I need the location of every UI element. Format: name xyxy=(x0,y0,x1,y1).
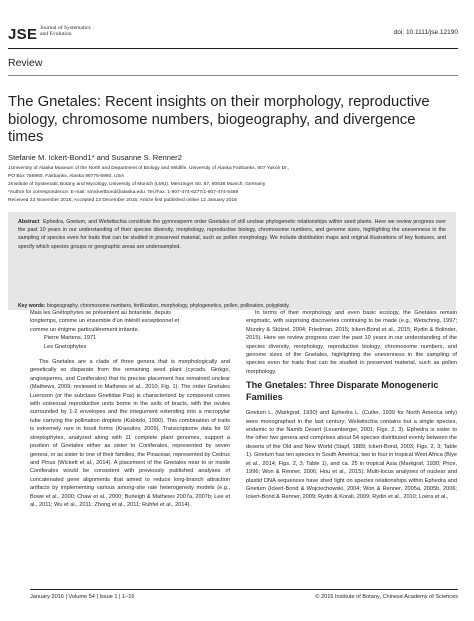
epigraph-author: Pierre Martens, 1971 xyxy=(44,335,97,342)
journal-name-line-1: Journal of Systematics xyxy=(40,25,91,31)
issue-info: January 2016 | Volume 54 | Issue 1 | 1–16 xyxy=(30,594,135,600)
abstract xyxy=(18,218,446,251)
affiliation-line: 1University of Alaska Museum of the North and Department of Biology and Wildlife, University of Alaska Fairbanks, 907 Yukon Dr., xyxy=(8,166,290,171)
epigraph-line: longtemps, comme un ensemble d'un intérêt exceptionnel et xyxy=(30,318,180,325)
section-heading: The Gnetales: Three Disparate Monogeneric Families xyxy=(246,380,439,402)
article-type-rule xyxy=(8,75,458,76)
body-paragraph: The Gnetales are a clade of three genera that is morphologically and genetically so disparate from the remaining seed plant (cycads, Ginkgo, angiosperms, and Coniferales) that its precise placement has remained unclear (Mathews, 2009; reviewed in Mathews et al., 2010; Fig. 1). The order Gnetales Luersson (or the subclass Gnetidae Pax) is characterized by compound cones with unisexual reproductive units borne in the axils of bracts, with the ovules surrounded by 1-2 envelopes and the integument extending into a micropylar tube carrying the pollination droplets (Kubitzki, 1990). This combination of traits is extremely rare in fossil forms (Krassilov, 2009). Transcriptome data for 92 streptophytes, analyzed along with 11 complete plant genomes, support a position of Gnetales either as sister to Coniferales, represented by seven genera, or as sister to one of their families, the Pinaceae, represented by Cedrus and Pinus (Wickett et al., 2014). A placement of the Gnetales near to or inside Coniferales would be consistent with previously published analyses of concatenated gene alignments that aimed to reduce long-branch attraction artifacts by implementing various among-site rate heterogeneity models (e.g., Bowe et al., 2000; Chaw et al., 2000; Burleigh & Mathews 2007a, 2007b; Lee et al., 2011; Wu et al., 2011; Zhong et al., 2011; Ruhfel et al., 2014). xyxy=(30,359,230,508)
affiliation-line: PO Box 756960, Fairbanks, Alaska 99775-6960, USA xyxy=(8,174,125,179)
abstract-text: Ephedra, Gnetum, and Welwitschia constitute the gymnosperm order Gnetales of still unclear phylogenetic relationships within seed plants. Here we review progress over the past 10 years in our understanding of their species diversity, morphology, reproductive biology, chromosome numbers, and genome sizes, highlighting the unevenness in the sampling of species even for traits that can be studied in preserved material, such as pollen morphology. We include distribution maps and original illustrations of key features, and specify which species groups or geographic areas are undersampled. xyxy=(18,219,446,250)
article-type: Review xyxy=(8,57,43,69)
epigraph-line: comme un énigme particulièrement irritante. xyxy=(30,326,140,333)
header-rule xyxy=(8,48,458,49)
journal-logo: JSE xyxy=(8,26,38,43)
copyright: © 2015 Institute of Botany, Chinese Academy of Sciences xyxy=(315,594,458,600)
article-title: The Gnetales: Recent insights on their morphology, reproductive biology, chromosome numbers, biogeography, and divergence times xyxy=(8,94,430,145)
abstract-label: Abstract xyxy=(18,219,40,225)
body-paragraph: In terms of their morphology and even basic ecology, the Gnetales remain enigmatic, with surprising discoveries continuing to be made (e.g., Wetschnig, 1997; Mundry & Stützel, 2004; Friedman, 2015; Ickert-Bond et al., 2015; Rydin & Bolinder, 2015). Here we review progress over the past 10 years in our understanding of the species diversity, morphology, reproductive biology, chromosome numbers, and genome sizes of the Gnetales, highlighting the unevenness in the sampling of species even for traits that can be studied in preserved material, such as pollen morphology. xyxy=(246,310,457,375)
received-dates: Received 23 November 2015; Accepted 13 December 2015; Article first published online 12 January 2016 xyxy=(8,198,237,203)
epigraph-source: Les Gnetophytes xyxy=(44,343,87,350)
right-column xyxy=(246,309,457,502)
keywords-text: biogeography, chromosome numbers, fertilization, morphology, phylogenetics, pollen, pollination, polyploidy. xyxy=(46,303,290,309)
affiliations xyxy=(8,165,463,205)
abstract-box xyxy=(8,212,456,310)
journal-name xyxy=(40,25,91,38)
footer-rule xyxy=(30,589,458,590)
keywords-label: Key words: xyxy=(18,303,46,309)
correspondence-line: *Author for correspondence. E-mail: smickertbond@alaska.edu. Tel./Fax: 1-907-474-6277/1-907-474-5469 xyxy=(8,190,239,195)
epigraph xyxy=(30,309,230,351)
doi[interactable]: doi: 10.1111/jse.12190 xyxy=(393,29,458,36)
author-list: Stefanie M. Ickert-Bond1* and Susanne S. Renner2 xyxy=(8,153,182,162)
left-column xyxy=(30,309,230,509)
epigraph-line: Mais les Gnétophytes se présentent au botaniste, depuis xyxy=(30,310,171,316)
body-paragraph: Gnetum L. (Markgraf, 1930) and Ephedra L. (Cutler, 1939 for North America only) were monographed in the last century; Welwitschia contains but a single species, endemic to the Namib Desert (Leuenberger, 2001; Figs. 2, 3). Ephedra is sister to the other two genera and comprises about 54 species distributed evenly between the deserts of the Old and New World (Stapf, 1889; Ickert-Bond, 2003; Figs. 2, 3; Table 1). Gnetum has ten species in South America, two to four in tropical West Africa (Biye et al., 2014; Figs. 2, 3; Table 1), and ca. 25 in tropical Asia (Markgraf, 1930; Price, 1996; Won & Renner, 2006; Hou et al., 2015). Multi-locus analyses of nuclear and plastid DNA sequences have shed light on species relationships within Ephedra and Gnetum (Ickert-Bond & Wojciechowski, 2004; Won & Renner, 2005a, 2005b, 2006; Ickert-Bond & Renner, 2009; Rydin & Korall, 2009; Rydin et al., 2010; Loera et al., xyxy=(246,410,457,501)
journal-name-line-2: and Evolution xyxy=(40,31,72,38)
affiliation-line: 2Institute of Systematic Botany and Mycology, University of Munich (LMU), Menzinger Str. 67, 80638 Munich, Germany xyxy=(8,182,266,187)
